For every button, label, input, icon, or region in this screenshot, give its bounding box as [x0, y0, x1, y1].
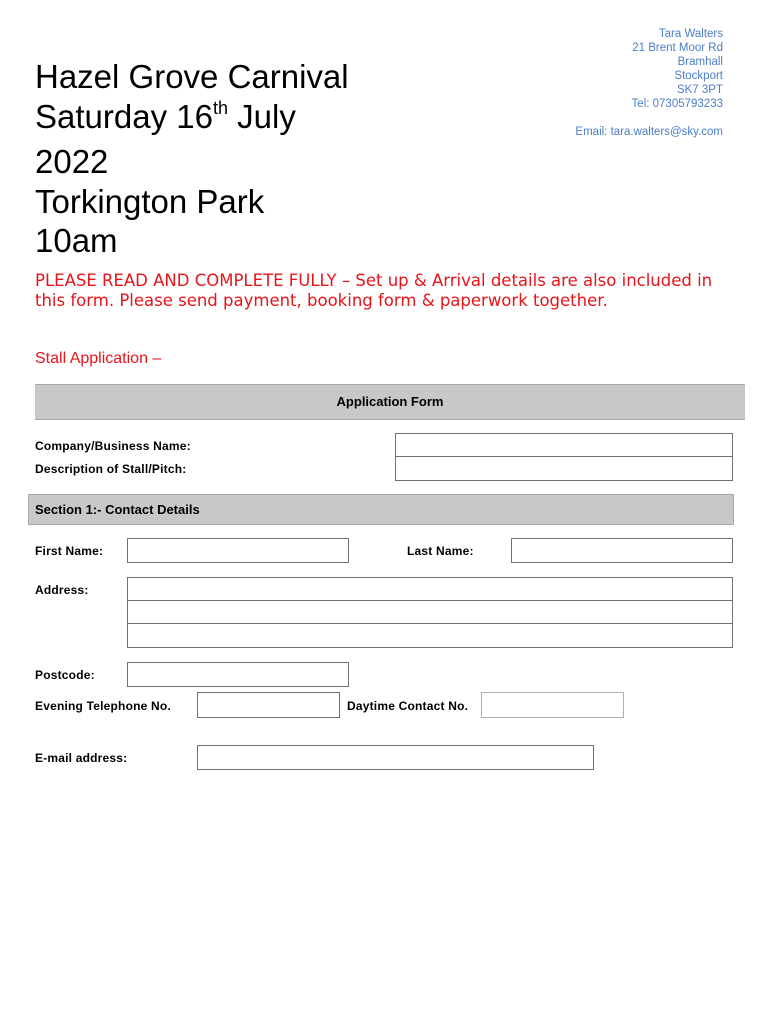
first-name-label: First Name: [35, 544, 104, 558]
address-field-line2[interactable] [127, 600, 733, 625]
contact-address-line1: 21 Brent Moor Rd [632, 42, 723, 54]
title-line3: 2022 [35, 143, 109, 180]
email-field[interactable] [197, 745, 594, 770]
evening-phone-label: Evening Telephone No. [35, 699, 171, 713]
application-form-header [35, 384, 745, 420]
address-field-line3[interactable] [127, 623, 733, 648]
evening-phone-field[interactable] [197, 692, 340, 718]
stall-application-heading: Stall Application – [35, 350, 162, 367]
contact-email: Email: tara.walters@sky.com [575, 126, 723, 138]
last-name-field[interactable] [511, 538, 733, 563]
first-name-field[interactable] [127, 538, 349, 563]
description-field[interactable] [395, 456, 733, 481]
application-form-title: Application Form [336, 394, 444, 409]
last-name-label: Last Name: [407, 544, 474, 558]
title-line5: 10am [35, 222, 118, 259]
title-line2 [35, 97, 349, 143]
company-name-label: Company/Business Name: [35, 439, 191, 453]
contact-name: Tara Walters [658, 28, 723, 40]
contact-postcode: SK7 3PT [676, 84, 723, 96]
postcode-label: Postcode: [35, 668, 95, 682]
postcode-field[interactable] [127, 662, 349, 687]
daytime-contact-field[interactable] [481, 692, 624, 718]
company-name-field[interactable] [395, 433, 733, 458]
title-month: July [227, 97, 296, 135]
event-title [35, 57, 349, 261]
contact-address-line2: Bramhall [677, 56, 723, 68]
address-field-line1[interactable] [127, 577, 733, 602]
daytime-contact-label: Daytime Contact No. [347, 699, 469, 713]
title-line1: Hazel Grove Carnival [35, 58, 349, 95]
title-date: Saturday 16 [35, 97, 213, 135]
organiser-contact [575, 27, 723, 139]
email-label: E-mail address: [35, 751, 128, 765]
title-date-suffix: th [212, 97, 228, 118]
description-label: Description of Stall/Pitch: [35, 462, 187, 476]
section1-title: Section 1:- Contact Details [35, 502, 200, 517]
contact-telephone: Tel: 07305793233 [631, 98, 723, 110]
address-label: Address: [35, 583, 89, 597]
notice-text: PLEASE READ AND COMPLETE FULLY – Set up & Arrival details are also included in this form. Please send payment, booking form & paperwork together. [35, 271, 713, 310]
title-line4: Torkington Park [35, 182, 265, 220]
contact-address-line3: Stockport [674, 70, 723, 82]
section1-header [28, 494, 734, 525]
